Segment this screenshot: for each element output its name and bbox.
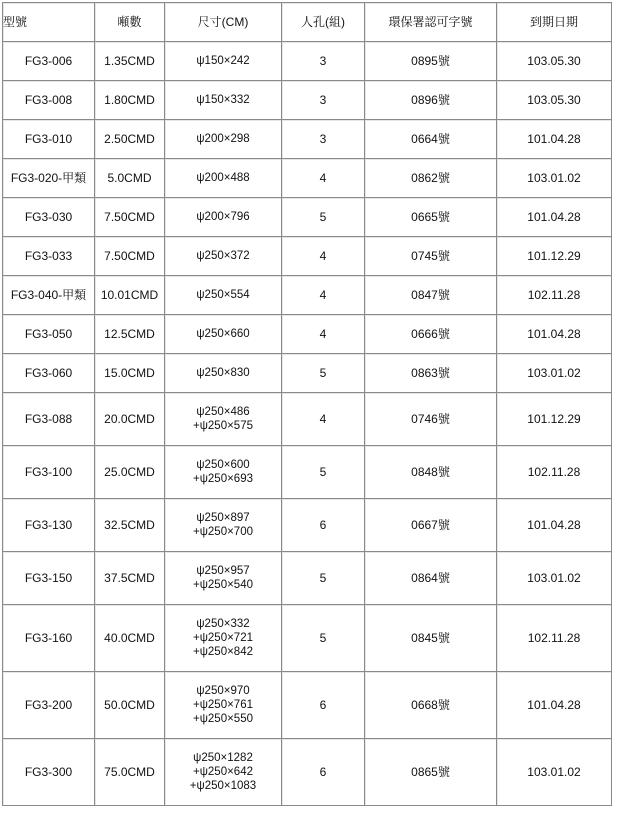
tonnage-cell: 7.50CMD — [95, 237, 165, 276]
approval-cell: 0864號 — [365, 552, 497, 605]
tonnage-cell: 12.5CMD — [95, 315, 165, 354]
size-cell — [165, 393, 282, 446]
size-line: +ψ250×721 — [192, 632, 253, 644]
size-line: +ψ250×550 — [192, 713, 253, 725]
approval-cell: 0863號 — [365, 354, 497, 393]
expiry-cell: 101.04.28 — [497, 315, 612, 354]
header-size: 尺寸(CM) — [165, 3, 282, 42]
table-row — [3, 499, 612, 552]
size-line: +ψ250×693 — [192, 473, 253, 485]
approval-cell: 0862號 — [365, 159, 497, 198]
model-cell: FG3-050 — [3, 315, 95, 354]
approval-cell: 0848號 — [365, 446, 497, 499]
table-row — [3, 552, 612, 605]
tonnage-cell: 75.0CMD — [95, 739, 165, 806]
tonnage-cell: 5.0CMD — [95, 159, 165, 198]
size-cell — [165, 81, 282, 120]
model-cell: FG3-150 — [3, 552, 95, 605]
size-line: ψ250×830 — [196, 367, 250, 379]
table-row — [3, 237, 612, 276]
expiry-cell: 103.01.02 — [497, 552, 612, 605]
header-approval: 環保署認可字號 — [365, 3, 497, 42]
manholes-cell: 5 — [282, 552, 365, 605]
expiry-cell: 101.04.28 — [497, 198, 612, 237]
manholes-cell: 6 — [282, 672, 365, 739]
header-tonnage: 噸數 — [95, 3, 165, 42]
size-line: ψ250×970 — [196, 685, 250, 697]
size-line: +ψ250×761 — [192, 699, 253, 711]
size-cell — [165, 552, 282, 605]
tonnage-cell: 20.0CMD — [95, 393, 165, 446]
expiry-cell: 103.05.30 — [497, 42, 612, 81]
tonnage-cell: 37.5CMD — [95, 552, 165, 605]
size-cell — [165, 605, 282, 672]
expiry-cell: 102.11.28 — [497, 446, 612, 499]
size-line: +ψ250×642 — [192, 766, 253, 778]
size-line: +ψ250×575 — [192, 420, 253, 432]
size-cell — [165, 42, 282, 81]
approval-cell: 0667號 — [365, 499, 497, 552]
size-line: +ψ250×1083 — [189, 780, 257, 792]
tonnage-cell: 25.0CMD — [95, 446, 165, 499]
manholes-cell: 5 — [282, 198, 365, 237]
table-row — [3, 120, 612, 159]
size-cell — [165, 276, 282, 315]
header-manholes: 人孔(組) — [282, 3, 365, 42]
manholes-cell: 3 — [282, 81, 365, 120]
approval-cell: 0865號 — [365, 739, 497, 806]
expiry-cell: 103.01.02 — [497, 159, 612, 198]
size-cell — [165, 198, 282, 237]
model-cell: FG3-200 — [3, 672, 95, 739]
model-cell: FG3-040-甲類 — [3, 276, 95, 315]
size-line: ψ200×298 — [196, 133, 250, 145]
table-row — [3, 393, 612, 446]
model-cell: FG3-300 — [3, 739, 95, 806]
manholes-cell: 4 — [282, 393, 365, 446]
table-row — [3, 605, 612, 672]
expiry-cell: 101.04.28 — [497, 499, 612, 552]
model-cell: FG3-060 — [3, 354, 95, 393]
model-cell: FG3-020-甲類 — [3, 159, 95, 198]
size-cell — [165, 237, 282, 276]
spec-table — [2, 2, 612, 806]
expiry-cell: 102.11.28 — [497, 605, 612, 672]
model-cell: FG3-033 — [3, 237, 95, 276]
header-model: 型號 — [3, 3, 95, 42]
model-cell: FG3-008 — [3, 81, 95, 120]
header-row — [3, 3, 612, 42]
manholes-cell: 4 — [282, 315, 365, 354]
manholes-cell: 5 — [282, 354, 365, 393]
size-cell — [165, 315, 282, 354]
manholes-cell: 6 — [282, 499, 365, 552]
tonnage-cell: 32.5CMD — [95, 499, 165, 552]
expiry-cell: 103.01.02 — [497, 739, 612, 806]
tonnage-cell: 15.0CMD — [95, 354, 165, 393]
manholes-cell: 5 — [282, 605, 365, 672]
model-cell: FG3-030 — [3, 198, 95, 237]
manholes-cell: 4 — [282, 276, 365, 315]
table-row — [3, 739, 612, 806]
size-line: +ψ250×700 — [192, 526, 253, 538]
size-cell — [165, 159, 282, 198]
table-body — [3, 42, 612, 806]
approval-cell: 0845號 — [365, 605, 497, 672]
tonnage-cell: 50.0CMD — [95, 672, 165, 739]
size-line: ψ150×332 — [196, 94, 250, 106]
table-header — [3, 3, 612, 42]
model-cell: FG3-100 — [3, 446, 95, 499]
tonnage-cell: 1.35CMD — [95, 42, 165, 81]
table-row — [3, 198, 612, 237]
approval-cell: 0745號 — [365, 237, 497, 276]
tonnage-cell: 10.01CMD — [95, 276, 165, 315]
approval-cell: 0665號 — [365, 198, 497, 237]
size-line: ψ250×600 — [196, 459, 250, 471]
size-line: +ψ250×842 — [192, 646, 253, 658]
size-line: ψ250×660 — [196, 328, 250, 340]
size-line: ψ250×554 — [196, 289, 250, 301]
tonnage-cell: 1.80CMD — [95, 81, 165, 120]
manholes-cell: 4 — [282, 237, 365, 276]
expiry-cell: 102.11.28 — [497, 276, 612, 315]
size-cell — [165, 739, 282, 806]
table-row — [3, 81, 612, 120]
approval-cell: 0668號 — [365, 672, 497, 739]
manholes-cell: 4 — [282, 159, 365, 198]
size-line: ψ200×488 — [196, 172, 250, 184]
size-line: ψ250×486 — [196, 406, 250, 418]
approval-cell: 0664號 — [365, 120, 497, 159]
table-row — [3, 354, 612, 393]
size-line: ψ200×796 — [196, 211, 250, 223]
size-line: +ψ250×540 — [192, 579, 253, 591]
expiry-cell: 103.01.02 — [497, 354, 612, 393]
model-cell: FG3-130 — [3, 499, 95, 552]
tonnage-cell: 7.50CMD — [95, 198, 165, 237]
size-line: ψ150×242 — [196, 55, 250, 67]
approval-cell: 0895號 — [365, 42, 497, 81]
size-line: ψ250×1282 — [193, 752, 253, 764]
table-row — [3, 276, 612, 315]
expiry-cell: 101.04.28 — [497, 672, 612, 739]
model-cell: FG3-010 — [3, 120, 95, 159]
expiry-cell: 103.05.30 — [497, 81, 612, 120]
model-cell: FG3-088 — [3, 393, 95, 446]
manholes-cell: 3 — [282, 120, 365, 159]
expiry-cell: 101.12.29 — [497, 237, 612, 276]
table-row — [3, 446, 612, 499]
tonnage-cell: 40.0CMD — [95, 605, 165, 672]
approval-cell: 0847號 — [365, 276, 497, 315]
size-cell — [165, 672, 282, 739]
approval-cell: 0896號 — [365, 81, 497, 120]
header-expiry: 到期日期 — [497, 3, 612, 42]
size-cell — [165, 499, 282, 552]
table-row — [3, 672, 612, 739]
size-cell — [165, 354, 282, 393]
table-row — [3, 159, 612, 198]
manholes-cell: 3 — [282, 42, 365, 81]
size-line: ψ250×957 — [196, 565, 250, 577]
size-line: ψ250×332 — [196, 618, 250, 630]
tonnage-cell: 2.50CMD — [95, 120, 165, 159]
table-row — [3, 42, 612, 81]
manholes-cell: 6 — [282, 739, 365, 806]
approval-cell: 0746號 — [365, 393, 497, 446]
model-cell: FG3-006 — [3, 42, 95, 81]
size-line: ψ250×897 — [196, 512, 250, 524]
size-cell — [165, 446, 282, 499]
model-cell: FG3-160 — [3, 605, 95, 672]
size-cell — [165, 120, 282, 159]
approval-cell: 0666號 — [365, 315, 497, 354]
size-line: ψ250×372 — [196, 250, 250, 262]
expiry-cell: 101.04.28 — [497, 120, 612, 159]
manholes-cell: 5 — [282, 446, 365, 499]
expiry-cell: 101.12.29 — [497, 393, 612, 446]
table-row — [3, 315, 612, 354]
